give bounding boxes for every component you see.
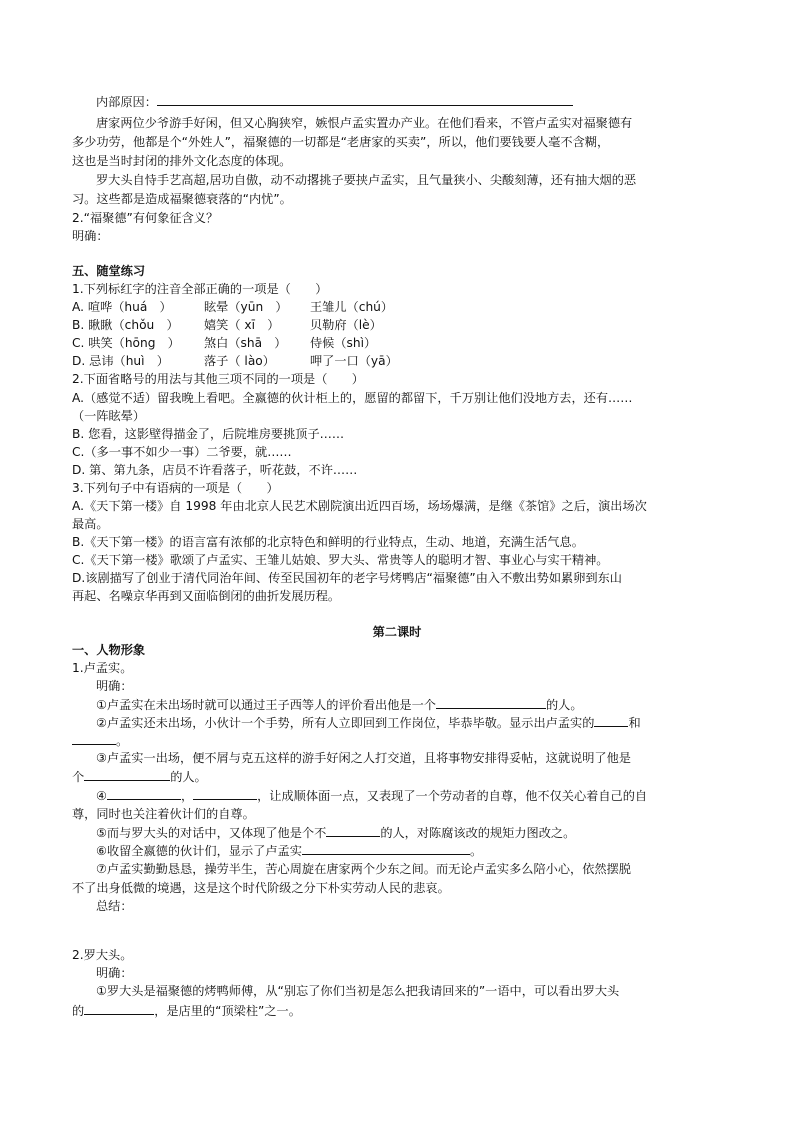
- option-a-item: 王雏儿（chú）: [310, 300, 394, 314]
- paragraph-line: 习。这些都是造成福聚德衰落的“内忧”。: [72, 192, 292, 206]
- option-a-cont: 最高。: [72, 517, 109, 531]
- question-3-stem: 3.下列句子中有语病的一项是（ ）: [72, 481, 279, 495]
- item-1-cont: 的 ，是店里的“顶梁柱”之一。: [72, 1001, 732, 1019]
- option-a-item: A. 喧哗（huá ）: [72, 300, 172, 314]
- option-b-item: 贝勒府（lè）: [310, 318, 382, 332]
- answer-blank[interactable]: [157, 92, 573, 106]
- internal-cause-label: 内部原因：: [96, 95, 157, 109]
- option-a-row: [72, 298, 732, 316]
- item-1: ①罗大头是福聚德的烤鸭师傅，从“别忘了你们当初是怎么把我请回来的”一语中，可以看出罗大头: [96, 984, 620, 998]
- item-3-cont: 个 的人。: [72, 767, 732, 785]
- answer-blank[interactable]: [72, 731, 116, 745]
- item-4-cont: 尊，同时也关注着伙计们的自尊。: [72, 807, 255, 821]
- character-luo-datou: 2.罗大头。: [72, 948, 133, 962]
- option-c-item: 煞白（shā ）: [204, 336, 287, 350]
- option-b-item: B. 瞅瞅（chǒu ）: [72, 318, 179, 332]
- item-2-cont: 。: [72, 731, 732, 749]
- character-lu-mengshi: 1.卢孟实。: [72, 661, 133, 675]
- answer-label: 明确：: [96, 679, 133, 693]
- item-7-cont: 不了出身低微的境遇，这是这个时代阶级之分下朴实劳动人民的悲哀。: [72, 881, 450, 895]
- option-d: D.该剧描写了创业于清代同治年间、传至民国初年的老字号烤鸭店“福聚德”由入不敷出势如累卵到东山: [72, 571, 622, 585]
- paragraph-line: 唐家两位少爷游手好闲，但又心胸狭窄，嫉恨卢孟实置办产业。在他们看来，不管卢孟实对福聚德有: [96, 116, 633, 130]
- option-c: C.《天下第一楼》歌颂了卢孟实、王雏儿姑娘、罗大头、常贵等人的聪明才智、事业心与实干精神。: [72, 553, 609, 567]
- paragraph-line: 罗大头自恃手艺高超,居功自傲，动不动撂挑子要挟卢孟实，且气量狭小、尖酸刻薄，还有抽大烟的恶: [96, 173, 637, 187]
- answer-blank[interactable]: [326, 823, 380, 837]
- paragraph-line: 这也是当时封闭的排外文化态度的体现。: [72, 154, 292, 168]
- option-b: B. 您看，这影壁得描金了，后院堆房要挑顶子……: [72, 427, 345, 441]
- question-1-stem: 1.下列标红字的注音全部正确的一项是（ ）: [72, 282, 328, 296]
- internal-cause-line: [96, 92, 732, 110]
- question-symbolism: 2.“福聚德”有何象征含义？: [72, 211, 219, 225]
- item-6: ⑥收留全嬴德的伙计们，显示了卢孟实 。: [96, 841, 732, 859]
- lesson-title: 第二课时: [372, 625, 422, 639]
- answer-blank[interactable]: [107, 786, 181, 800]
- option-a: A.（感觉不适）留我晚上看吧。全嬴德的伙计柜上的，愿留的都留下，千万别让他们没地方去，还有……: [72, 391, 633, 405]
- answer-label: 明确：: [96, 966, 133, 980]
- question-2-stem: 2.下面省略号的用法与其他三项不同的一项是（ ）: [72, 372, 364, 386]
- item-3: ③卢孟实一出场，便不屑与克五这样的游手好闲之人打交道，且将事物安排得妥帖，这就说明了他是: [96, 751, 631, 765]
- answer-label: 明确：: [72, 229, 109, 243]
- option-d: D. 第、第九条，店员不许看落子，听花鼓，不许……: [72, 463, 358, 477]
- section-heading-characters: 一、人物形象: [72, 643, 146, 657]
- paragraph-line: 多少功劳，他都是个“外姓人”，福聚德的一切都是“老唐家的买卖”，所以，他们要钱要人毫不含糊，: [72, 135, 610, 149]
- option-a-item: 眩晕（yūn ）: [204, 300, 288, 314]
- item-2: ②卢孟实还未出场，小伙计一个手势，所有人立即回到工作岗位，毕恭毕敬。显示出卢孟实的 和: [96, 713, 732, 731]
- item-4: ④ ， ，让成顺体面一点，又表现了一个劳动者的自尊，他不仅关心着自己的自: [96, 786, 732, 804]
- option-b-item: 嬉笑（ xī ）: [204, 318, 280, 332]
- summary-label: 总结：: [96, 899, 133, 913]
- section-heading-practice: 五、随堂练习: [72, 264, 146, 278]
- option-b: B.《天下第一楼》的语言富有浓郁的北京特色和鲜明的行业特点，生动、地道，充满生活气息。: [72, 535, 584, 549]
- option-c-item: C. 哄笑（hōng ）: [72, 336, 180, 350]
- option-a: A.《天下第一楼》自 1998 年由北京人民艺术剧院演出近四百场，场场爆满，是继《茶馆》之后，演出场次: [72, 499, 647, 513]
- option-c-row: [72, 334, 732, 352]
- answer-blank[interactable]: [193, 786, 257, 800]
- option-d-item: 落子（ lào）: [204, 354, 275, 368]
- answer-blank[interactable]: [302, 841, 470, 855]
- option-c-item: 侍候（shì）: [310, 336, 377, 350]
- option-c: C.（多一事不如少一事）二爷要，就……: [72, 445, 292, 459]
- answer-blank[interactable]: [436, 695, 546, 709]
- option-d-row: [72, 352, 732, 370]
- answer-blank[interactable]: [594, 713, 628, 727]
- answer-blank[interactable]: [84, 767, 170, 781]
- option-b-row: [72, 316, 732, 334]
- item-7: ⑦卢孟实勤勤恳恳，操劳半生，苦心周旋在唐家两个少东之间。而无论卢孟实多么陪小心，依然摆脱: [96, 862, 631, 876]
- option-d-cont: 再起、名噪京华再到又面临倒闭的曲折发展历程。: [72, 589, 341, 603]
- answer-blank[interactable]: [84, 1001, 154, 1015]
- item-5: ⑤而与罗大头的对话中，又体现了他是个不 的人，对陈腐该改的规矩力图改之。: [96, 823, 732, 841]
- item-1: ①卢孟实在未出场时就可以通过王子西等人的评价看出他是一个 的人。: [96, 695, 732, 713]
- option-a-cont: （一阵眩晕）: [72, 409, 146, 423]
- option-d-item: 呷了一口（yā）: [310, 354, 398, 368]
- option-d-item: D. 忌讳（huì ）: [72, 354, 169, 368]
